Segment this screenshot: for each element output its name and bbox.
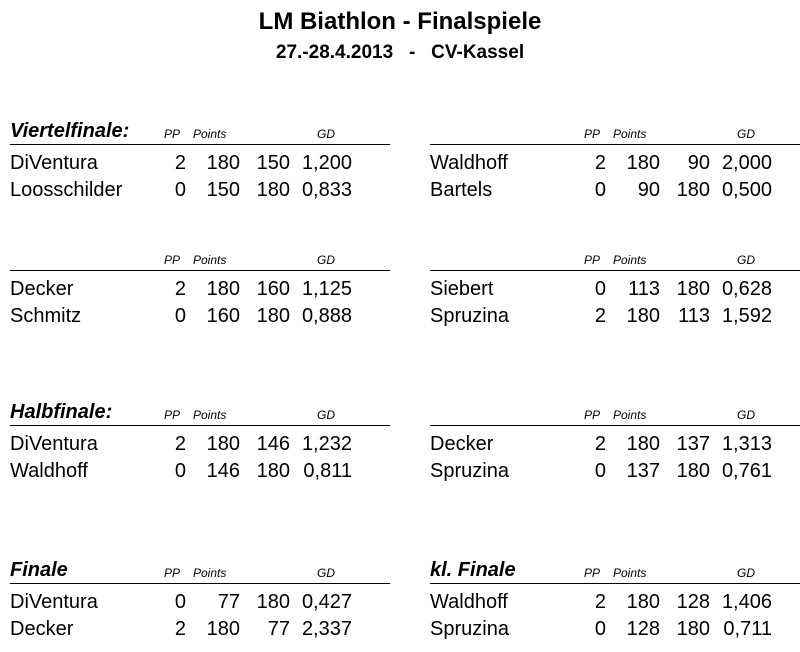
header-rule (10, 144, 390, 145)
player-name: Spruzina (430, 618, 509, 640)
match-block (430, 124, 800, 204)
points-against: 137 (676, 433, 710, 455)
column-header-gd: GD (317, 253, 335, 267)
points-against: 113 (678, 305, 710, 327)
player-row (430, 591, 800, 617)
player-pp: 0 (174, 460, 186, 482)
goal-difference: 0,628 (721, 278, 772, 300)
player-pp: 2 (594, 591, 606, 613)
section-title: Halbfinale: (10, 401, 113, 423)
player-pp: 2 (174, 152, 186, 174)
goal-difference: 1,592 (721, 305, 772, 327)
column-header-gd: GD (317, 408, 335, 422)
match-block (430, 405, 800, 485)
section-title: kl. Finale (430, 559, 516, 581)
header-rule (10, 583, 390, 584)
match-block (10, 559, 390, 643)
points-for: 160 (206, 305, 240, 327)
player-pp: 2 (174, 278, 186, 300)
section-title: Finale (10, 559, 68, 581)
column-header-points: Points (193, 566, 227, 580)
column-header-gd: GD (737, 253, 755, 267)
player-name: Decker (10, 618, 74, 640)
player-name: Spruzina (430, 460, 509, 482)
column-header-points: Points (193, 127, 227, 141)
player-name: Decker (10, 278, 74, 300)
player-name: Waldhoff (430, 152, 508, 174)
column-header-points: Points (613, 408, 647, 422)
player-pp: 0 (174, 591, 186, 613)
player-row (430, 179, 800, 205)
player-row (10, 305, 390, 331)
goal-difference: 1,313 (721, 433, 772, 455)
player-row (430, 460, 800, 486)
points-for: 90 (637, 179, 660, 201)
player-name: Loosschilder (10, 179, 123, 201)
player-row (10, 278, 390, 304)
player-row (430, 305, 800, 331)
points-for: 180 (206, 278, 240, 300)
column-header-gd: GD (737, 566, 755, 580)
column-header-pp: PP (164, 127, 181, 141)
player-pp: 0 (594, 618, 606, 640)
goal-difference: 1,200 (301, 152, 352, 174)
player-name: Siebert (430, 278, 494, 300)
player-row (10, 433, 390, 459)
goal-difference: 0,888 (301, 305, 352, 327)
player-pp: 2 (594, 152, 606, 174)
points-against: 180 (676, 618, 710, 640)
points-for: 180 (206, 433, 240, 455)
points-against: 180 (676, 179, 710, 201)
goal-difference: 0,761 (721, 460, 772, 482)
points-against: 180 (256, 179, 290, 201)
column-header-pp: PP (584, 408, 601, 422)
header-rule (430, 425, 800, 426)
points-against: 180 (676, 278, 710, 300)
player-name: Schmitz (10, 305, 82, 327)
player-row (430, 278, 800, 304)
column-header-points: Points (613, 566, 647, 580)
goal-difference: 0,811 (303, 460, 352, 482)
points-for: 180 (206, 152, 240, 174)
points-against: 180 (256, 460, 290, 482)
player-row (10, 591, 390, 617)
points-against: 160 (256, 278, 290, 300)
match-block (10, 120, 390, 204)
player-pp: 0 (174, 179, 186, 201)
player-name: Bartels (430, 179, 493, 201)
column-header-pp: PP (584, 253, 601, 267)
goal-difference: 1,125 (301, 278, 352, 300)
column-header-points: Points (613, 127, 647, 141)
points-against: 180 (676, 460, 710, 482)
section-title: Viertelfinale: (10, 120, 130, 142)
player-name: DiVentura (10, 152, 98, 174)
points-against: 128 (676, 591, 710, 613)
points-against: 180 (256, 591, 290, 613)
player-row (430, 152, 800, 178)
player-row (10, 152, 390, 178)
column-header-gd: GD (317, 127, 335, 141)
points-for: 180 (626, 152, 660, 174)
player-name: Waldhoff (10, 460, 88, 482)
points-for: 150 (206, 179, 240, 201)
goal-difference: 1,406 (721, 591, 772, 613)
page-subtitle: 27.-28.4.2013 - CV-Kassel (275, 42, 525, 63)
match-block (430, 559, 800, 643)
player-row (430, 618, 800, 644)
column-header-gd: GD (317, 566, 335, 580)
player-row (10, 618, 390, 644)
header-rule (10, 425, 390, 426)
column-header-gd: GD (737, 408, 755, 422)
column-header-pp: PP (164, 253, 181, 267)
player-row (430, 433, 800, 459)
goal-difference: 0,427 (301, 591, 352, 613)
player-pp: 2 (174, 618, 186, 640)
points-for: 137 (626, 460, 660, 482)
player-pp: 2 (594, 305, 606, 327)
player-pp: 0 (594, 278, 606, 300)
header-rule (430, 270, 800, 271)
column-header-points: Points (193, 408, 227, 422)
points-for: 128 (626, 618, 660, 640)
player-pp: 2 (174, 433, 186, 455)
match-block (10, 250, 390, 330)
points-for: 180 (626, 305, 660, 327)
goal-difference: 1,232 (301, 433, 352, 455)
points-against: 180 (256, 305, 290, 327)
column-header-pp: PP (584, 566, 601, 580)
player-row (10, 179, 390, 205)
match-block (430, 250, 800, 330)
column-header-pp: PP (164, 408, 181, 422)
points-against: 90 (687, 152, 710, 174)
goal-difference: 0,500 (721, 179, 772, 201)
player-name: Decker (430, 433, 494, 455)
goal-difference: 2,000 (721, 152, 772, 174)
page-title: LM Biathlon - Finalspiele (258, 8, 542, 35)
points-for: 113 (628, 278, 660, 300)
header-rule (430, 144, 800, 145)
player-pp: 0 (174, 305, 186, 327)
player-name: DiVentura (10, 433, 98, 455)
player-pp: 0 (594, 460, 606, 482)
column-header-points: Points (193, 253, 227, 267)
goal-difference: 2,337 (301, 618, 352, 640)
column-header-pp: PP (584, 127, 601, 141)
points-for: 180 (626, 591, 660, 613)
player-row (10, 460, 390, 486)
points-for: 77 (217, 591, 240, 613)
column-header-pp: PP (164, 566, 181, 580)
points-for: 146 (206, 460, 240, 482)
header-rule (430, 583, 800, 584)
player-pp: 0 (594, 179, 606, 201)
points-against: 150 (256, 152, 290, 174)
header-rule (10, 270, 390, 271)
player-name: Waldhoff (430, 591, 508, 613)
player-name: DiVentura (10, 591, 98, 613)
points-for: 180 (206, 618, 240, 640)
goal-difference: 0,833 (301, 179, 352, 201)
points-for: 180 (626, 433, 660, 455)
column-header-points: Points (613, 253, 647, 267)
player-pp: 2 (594, 433, 606, 455)
match-block (10, 401, 390, 485)
player-name: Spruzina (430, 305, 509, 327)
points-against: 146 (256, 433, 290, 455)
column-header-gd: GD (737, 127, 755, 141)
points-against: 77 (267, 618, 290, 640)
goal-difference: 0,711 (723, 618, 772, 640)
